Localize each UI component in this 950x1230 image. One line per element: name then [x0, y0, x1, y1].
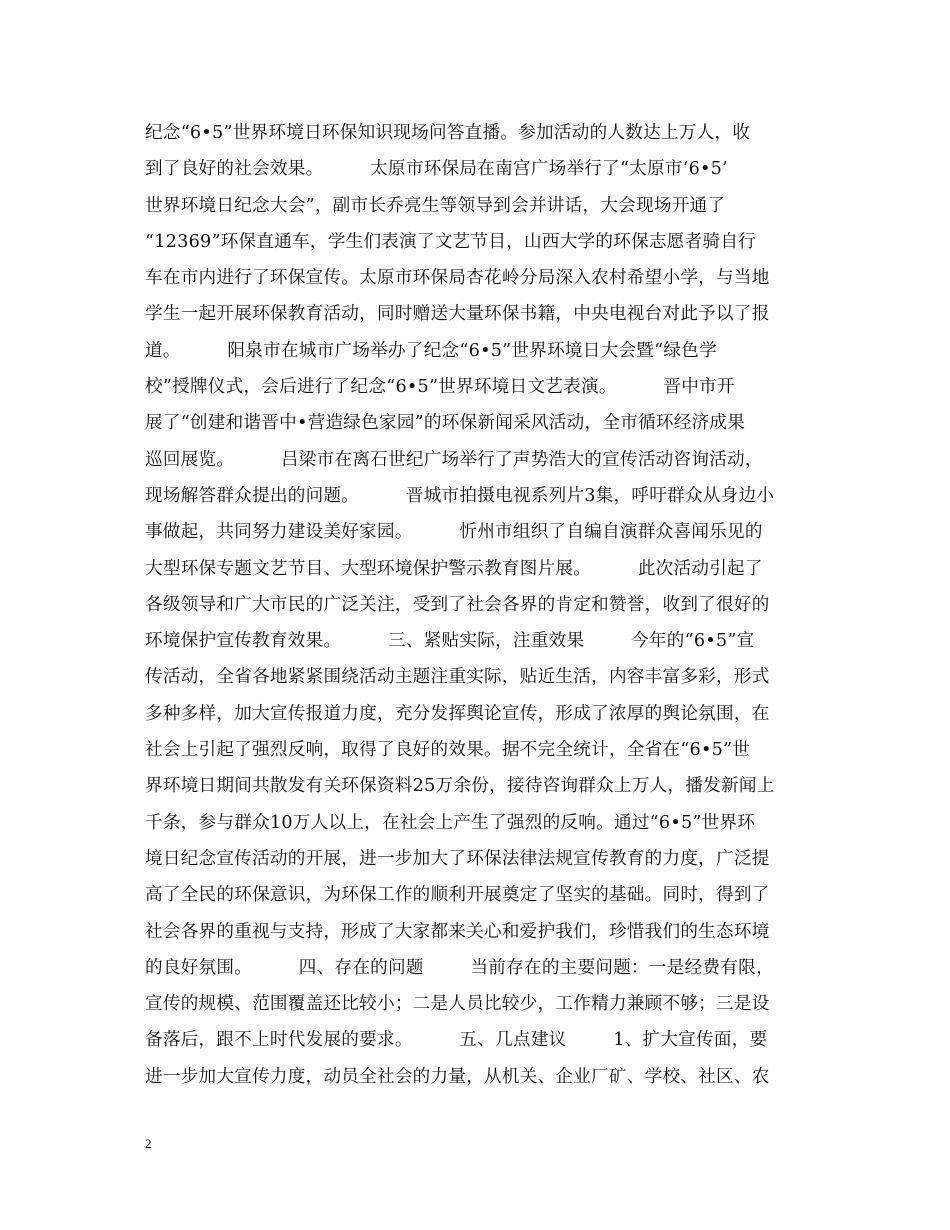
body-text: [145, 115, 815, 1095]
text-line: 宣传的规模、范围覆盖还比较小；二是人员比较少，工作精力兼顾不够；三是设: [145, 994, 770, 1015]
page-number: 2: [145, 1136, 152, 1151]
text-line: 校”授牌仪式，会后进行了纪念“6•5”世界环境日文艺表演。 晋中市开: [145, 377, 735, 398]
text-line: 巡回展览。 吕梁市在离石世纪广场举行了声势浩大的宣传活动咨询活动，: [145, 449, 763, 470]
text-line: 社会上引起了强烈反响，取得了良好的效果。据不完全统计，全省在“6•5”世: [145, 740, 751, 761]
text-line: 千条，参与群众10万人以上，在社会上产生了强烈的反响。通过“6•5”世界环: [145, 812, 756, 833]
text-line: 事做起，共同努力建设美好家园。 忻州市组织了自编自演群众喜闻乐见的: [145, 522, 763, 543]
text-line: 环境保护宣传教育效果。 三、紧贴实际，注重效果 今年的“6•5”宣: [145, 631, 755, 652]
text-line: 界环境日期间共散发有关环保资料25万余份，接待咨询群众上万人，播发新闻上: [145, 776, 775, 797]
text-line: 备落后，跟不上时代发展的要求。 五、几点建议 1、扩大宣传面，要: [145, 1030, 768, 1051]
text-line: “12369”环保直通车，学生们表演了文艺节目，山西大学的环保志愿者骑自行: [145, 231, 757, 252]
text-line: 展了“创建和谐晋中•营造绿色家园”的环保新闻采风活动，全市循环经济成果: [145, 413, 746, 434]
text-line: 高了全民的环保意识，为环保工作的顺利开展奠定了坚实的基础。同时，得到了: [145, 885, 770, 906]
text-line: 境日纪念宣传活动的开展，进一步加大了环保法律法规宣传教育的力度，广泛提: [145, 848, 770, 869]
text-line: 进一步加大宣传力度，动员全社会的力量，从机关、企业厂矿、学校、社区、农: [145, 1066, 770, 1087]
text-line: 纪念“6•5”世界环境日环保知识现场问答直播。参加活动的人数达上万人，收: [145, 123, 751, 143]
text-line: 车在市内进行了环保宣传。太原市环保局杏花岭分局深入农村希望小学，与当地: [145, 268, 770, 289]
text-line: 社会各界的重视与支持，形成了大家都来关心和爱护我们，珍惜我们的生态环境: [145, 921, 770, 942]
text-line: 世界环境日纪念大会”，副市长乔亮生等领导到会并讲话，大会现场开通了: [145, 195, 726, 216]
text-line: 学生一起开展环保教育活动，同时赠送大量环保书籍，中央电视台对此予以了报: [145, 304, 770, 325]
text-line: 到了良好的社会效果。 太原市环保局在南宫广场举行了“太原市‘6•5’: [145, 159, 728, 180]
text-line: 大型环保专题文艺节目、大型环境保护警示教育图片展。 此次活动引起了: [145, 558, 763, 579]
text-line: 现场解答群众提出的问题。 晋城市拍摄电视系列片3集，呼吁群众从身边小: [145, 485, 775, 506]
text-line: 的良好氛围。 四、存在的问题 当前存在的主要问题：一是经费有限，: [145, 957, 774, 978]
text-line: 各级领导和广大市民的广泛关注，受到了社会各界的肯定和赞誉，收到了很好的: [145, 594, 770, 615]
text-line: 传活动，全省各地紧紧围绕活动主题注重实际，贴近生活，内容丰富多彩，形式: [145, 667, 770, 688]
text-line: 多种多样，加大宣传报道力度，充分发挥舆论宣传，形成了浓厚的舆论氛围，在: [145, 703, 770, 724]
text-line: 道。 阳泉市在城市广场举办了纪念“6•5”世界环境日大会暨“绿色学: [145, 340, 717, 361]
